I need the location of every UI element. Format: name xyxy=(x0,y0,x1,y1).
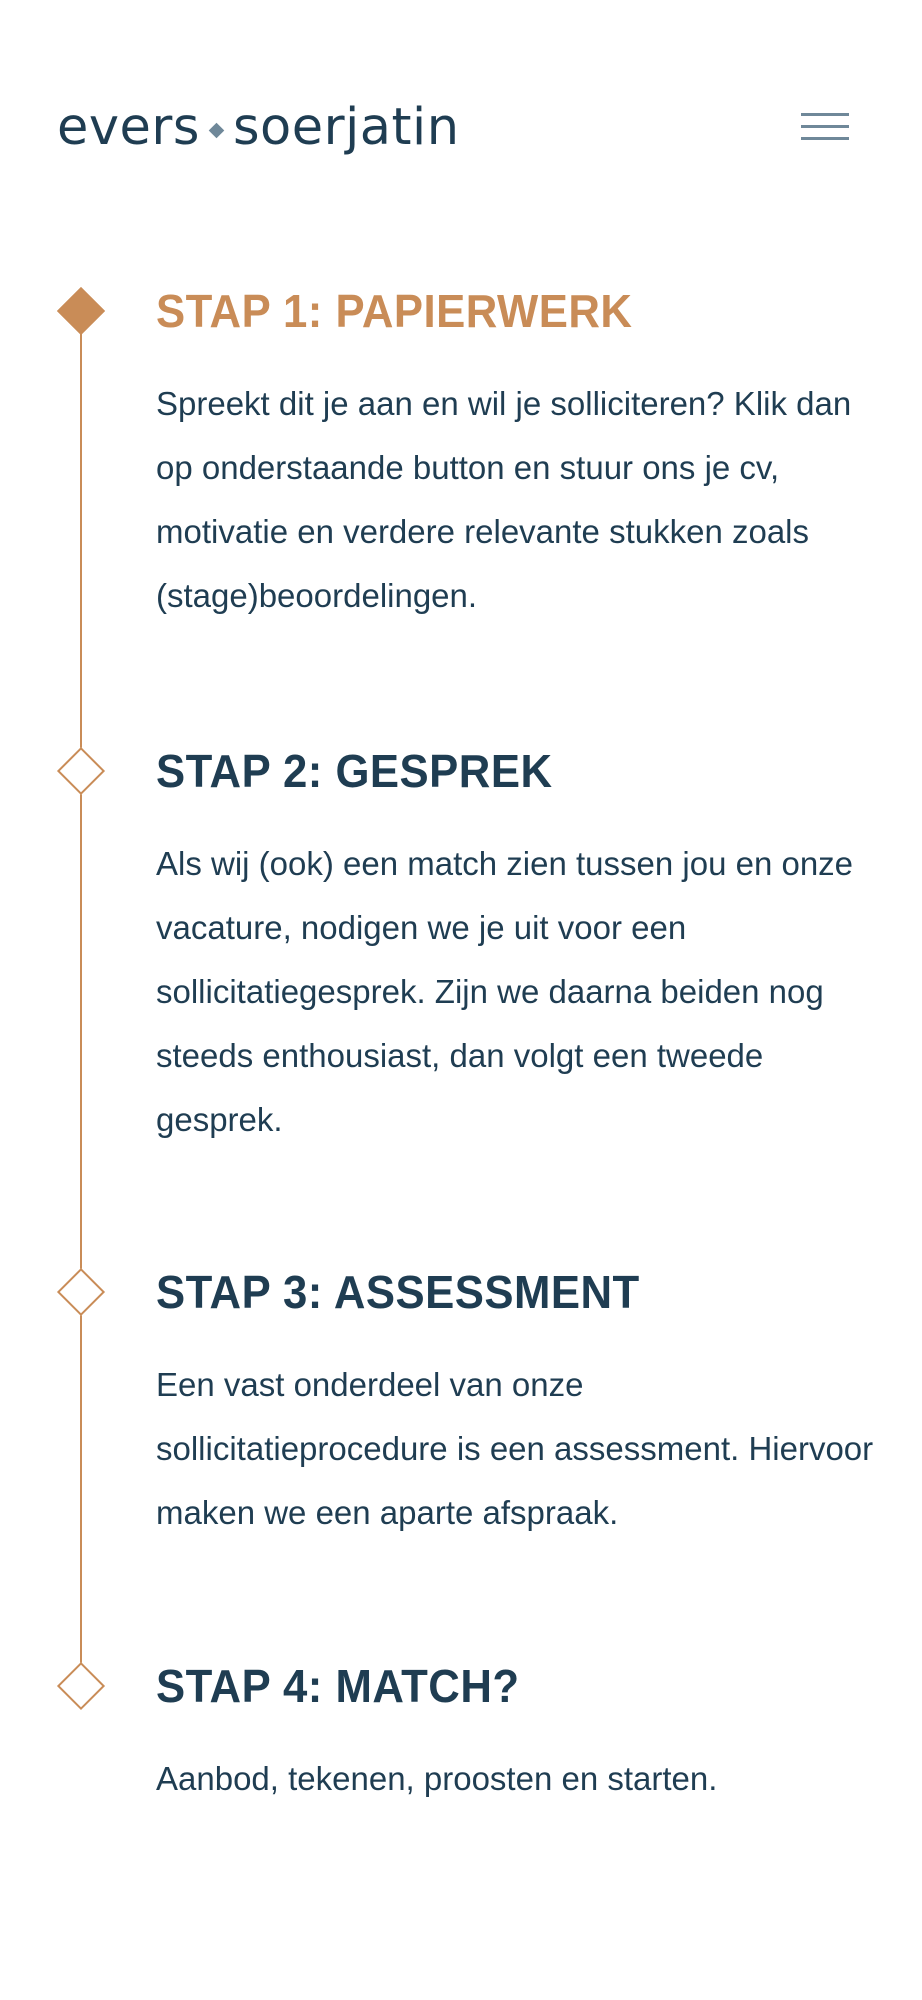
step-4-marker-diamond-icon xyxy=(57,1662,105,1710)
step-4-text: Aanbod, tekenen, proosten en starten. xyxy=(156,1760,718,1797)
step-3-title: STAP 3: ASSESSMENT xyxy=(156,1266,640,1318)
menu-bar-bottom xyxy=(801,137,849,140)
step-1-text: Spreekt dit je aan en wil je solliciteren? Klik dan op onderstaande button en stuur ons je cv, motivatie en verdere relevante stukken zoals (stage)beoordelingen. xyxy=(156,385,852,614)
step-2-text: Als wij (ook) een match zien tussen jou en onze vacature, nodigen we je uit voor een sollicitatiegesprek. Zijn we daarna beiden nog steeds enthousiast, dan volgt een tweede gesprek. xyxy=(156,845,854,1138)
logo-text-right: soerjatin xyxy=(232,97,460,157)
step-4-title: STAP 4: MATCH? xyxy=(156,1660,520,1712)
step-1-marker-diamond-icon xyxy=(57,287,105,335)
step-3-marker-diamond-icon xyxy=(57,1268,105,1316)
logo-diamond-icon xyxy=(209,122,225,138)
step-1-title: STAP 1: PAPIERWERK xyxy=(156,285,633,337)
step-2-marker-diamond-icon xyxy=(57,747,105,795)
timeline-line xyxy=(80,312,82,1682)
logo[interactable] xyxy=(57,92,460,162)
step-3-text: Een vast onderdeel van onze sollicitatieprocedure is een assessment. Hiervoor maken we een aparte afspraak. xyxy=(156,1366,874,1531)
logo-text-left: evers xyxy=(57,97,200,157)
hamburger-menu-icon[interactable] xyxy=(795,108,855,146)
menu-bar-top xyxy=(801,113,849,116)
menu-bar-middle xyxy=(801,125,849,128)
site-header xyxy=(0,0,922,250)
step-2-title: STAP 2: GESPREK xyxy=(156,745,553,797)
